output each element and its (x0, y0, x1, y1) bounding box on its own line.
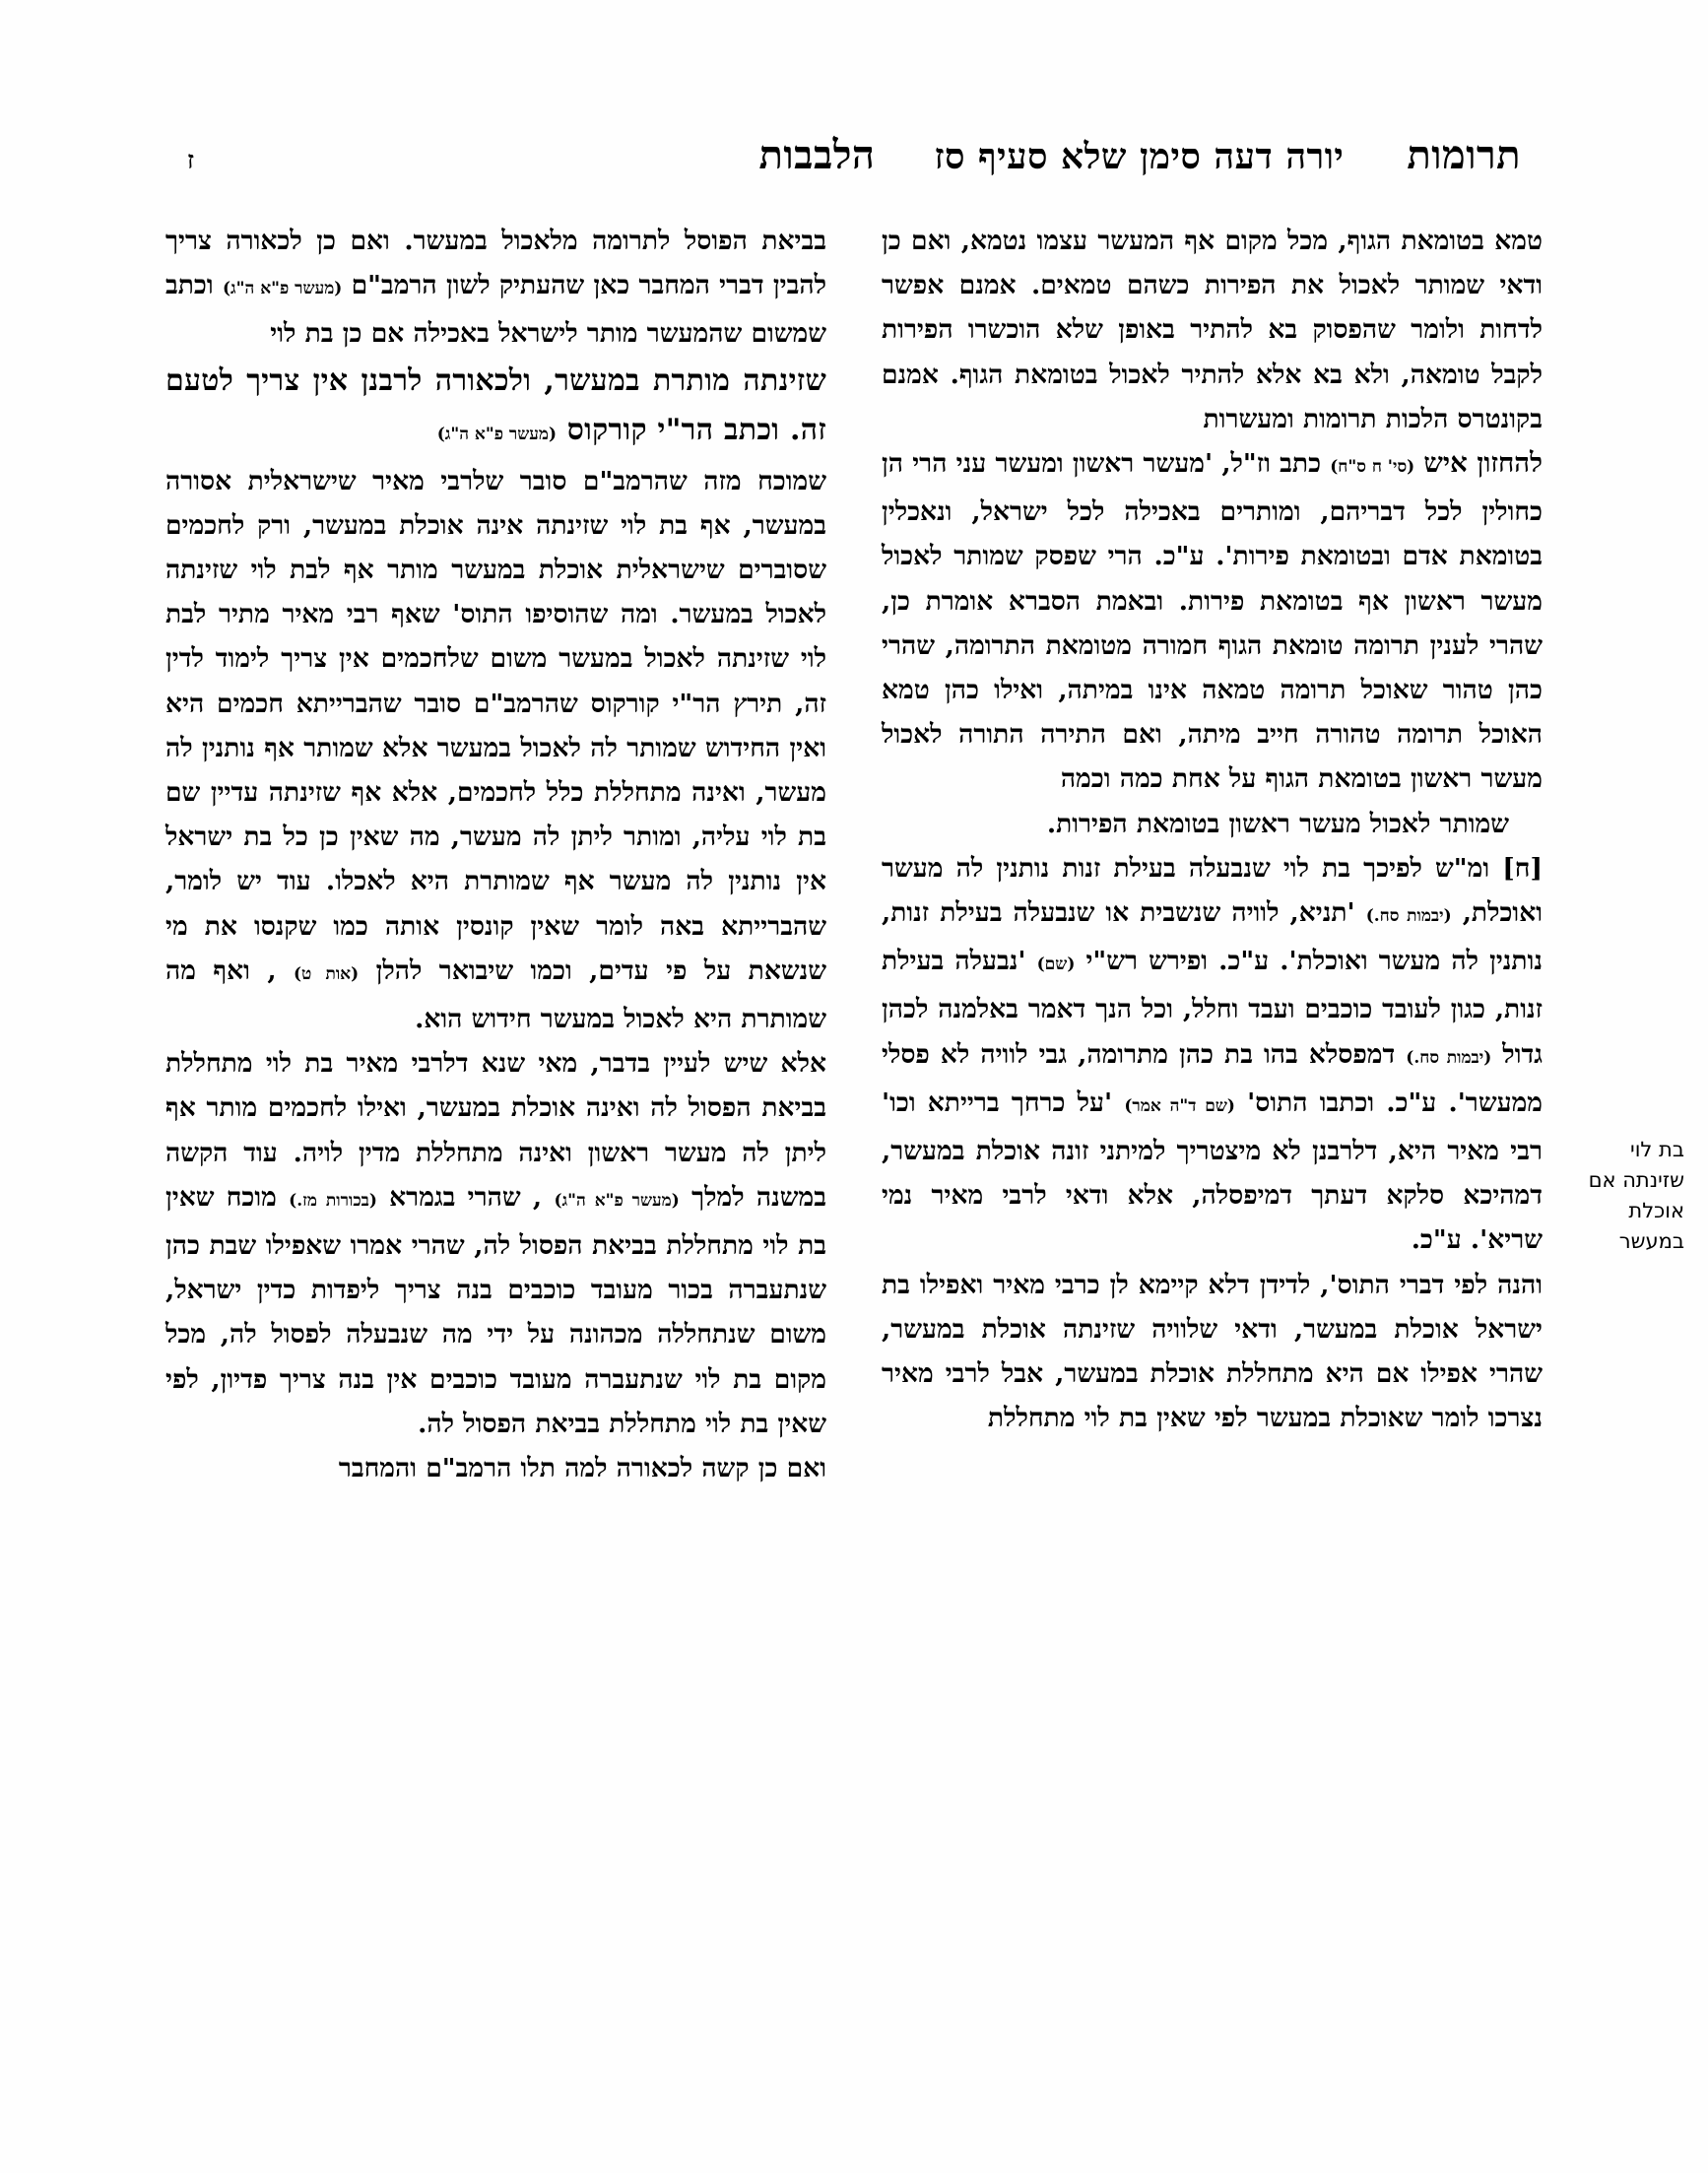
paragraph (882, 441, 1543, 802)
paragraph-text: וכתב שמשום שהמעשר מותר לישראל באכילה אם כן בת לוי (165, 270, 826, 350)
highlighted-quote-text: שזינתה מותרת במעשר, ולכאורה לרבנן אין צריך לטעם זה. וכתב הר"י קורקוס (165, 362, 826, 447)
paragraph-text: בביאת הפוסל לתרומה מלאכול במעשר. ואם כן לכאורה צריך להבין דברי המחבר כאן שהעתיק לשון הרמב"ם (165, 226, 827, 301)
mishneh-quote-lead: [ח] ומ"ש לפיכך בת לוי שנבעלה בעילת זנות נותנין לה מעשר ואוכלת, (882, 852, 1543, 929)
source-citation: (אות ט) (294, 963, 360, 984)
running-head-reference: יורה דעה סימן שלא סעיף סז (934, 136, 1345, 177)
source-citation: (מעשר פ"א ה"ג) (222, 279, 343, 299)
margin-note (1558, 1135, 1684, 1257)
paragraph (165, 219, 826, 357)
margin-note-line: שזינתה אם (1588, 1168, 1684, 1192)
source-lead-in: להחזון איש (1423, 447, 1543, 480)
paragraph-text: מוכח שאין בת לוי מתחללת בביאת הפסול לה, שהרי אמרו שאפילו שבת כהן שנתעברה בכור מעובד כוכבים בנה צריך ליפדות כדין ישראל, משום שנתחללה מכהונה על ידי מה שנבעלה לפסול לה, מכל מקום בת לוי שנתעברה מעובד כוכבים אין בנה צריך פדיון, לפי שאין בת לוי מתחללת בביאת הפסול לה. (165, 1181, 826, 1439)
paragraph (165, 1446, 826, 1490)
paragraph-text: דמפסלא בהו בת כהן מתרומה, גבי לוויה לא פסלי ממעשר'. ע"כ. וכתבו התוס' (882, 1038, 1543, 1118)
text-body (165, 219, 1543, 2055)
column-right (882, 219, 1543, 2055)
paragraph-text: כתב וז"ל, 'מעשר ראשון ומעשר עני הרי הן כחולין לכל דבריהם, ומותרים באכילה לכל ישראל, ונאכלין בטומאת אדם ובטומאת פירות'. ע"כ. הרי שפסק שמותר לאכול מעשר ראשון אף בטומאת פירות. ובאמת הסברא אומרת כן, שהרי לענין תרומה טומאת הגוף חמורה מטומאת התרומה, שהרי כהן טהור שאוכל תרומה טמאה אינו במיתה, ואילו כהן טמא האוכל תרומה טהורה חייב מיתה, ואם התירה התורה לאכול מעשר ראשון בטומאת הגוף על אחת כמה וכמה (882, 448, 1543, 795)
source-citation: (שם) (1036, 955, 1076, 975)
source-citation: (שם ד"ה אמר) (1124, 1095, 1235, 1116)
paragraph-text: והנה לפי דברי התוס', לדידן דלא קיימא לן כרבי מאיר ואפילו בת ישראל אוכלת במעשר, ודאי שלוויה שזינתה אוכלת במעשר, שהרי אפילו אם היא מתחללת אוכלת במעשר, אבל לרבי מאיר נצרכו לומר שאוכלת במעשר לפי שאין בת לוי מתחללת (882, 1269, 1543, 1434)
paragraph-text: שמוכח מזה שהרמב"ם סובר שלרבי מאיר שישראלית אסורה במעשר, אף בת לוי שזינתה אינה אוכלת במעשר, ורק לחכמים שסוברים שישראלית אוכלת במעשר מותר אף לבת לוי שזינתה לאכול במעשר. ומה שהוסיפו התוס' שאף רבי מאיר מתיר לבת לוי שזינתה לאכול במעשר משום שלחכמים אין צריך לימוד לדין זה, תירץ הר"י קורקוס שהרמב"ם סובר שהברייתא חכמים היא ואין החידוש שמותר לה לאכול במעשר אלא שמותר אף נותנין לה מעשר, ואינה מתחללת כלל לחכמים, אלא אף שזינתה עדיין שם בת לוי עליה, ומותר ליתן לה מעשר, מה שאין כן כל בת ישראל אין נותנין לה מעשר אף שמותרת היא לאכלו. עוד יש לומר, שהברייתא באה לומר שאין קונסין אותה כמו שקנסו את מי שנשאת על פי עדים, וכמו שיבואר להלן (165, 465, 827, 986)
running-head (187, 132, 1521, 199)
paragraph-text: 'על כרחך ברייתא וכו' רבי מאיר היא, דלרבנן לא מיצטריך למיתני זונה אוכלת במעשר, דמהיכא סלקא דעתך דמיפסלה, אלא ודאי לרבי מאיר נמי שריא'. ע"כ. (882, 1086, 1543, 1256)
paragraph (882, 219, 1543, 441)
running-head-title-left: הלבבות (758, 132, 876, 178)
source-citation: (יבמות סח.) (1406, 1047, 1492, 1068)
paragraph-text: , שהרי בגמרא (389, 1181, 543, 1213)
column-left (165, 219, 826, 2055)
paragraph-text: לעיין בדבר, מאי שנא דלרבי מאיר בת לוי מתחללת בביאת הפסול לה ואינה אוכלת במעשר, ואילו לחכמים מותר אף ליתן לה מעשר ראשון ואינה מתחללת מדין לויה. עוד הקשה במשנה למלך (165, 1048, 826, 1213)
paragraph-text: 'נבעלה בעילת זנות, כגון לעובד כוכבים ועבד וחלל, וכל הנך דאמר באלמנה לכהן גדול (882, 946, 1543, 1070)
source-citation: (יבמות סח.) (1365, 906, 1452, 927)
highlighted-quote (165, 357, 826, 459)
paragraph (882, 1263, 1543, 1441)
running-head-titles (758, 132, 1521, 178)
running-head-title-right: תרומות (1407, 132, 1521, 178)
paragraph (882, 846, 1543, 1263)
paragraph (165, 459, 826, 1042)
source-citation: (מעשר פ"א ה"ג) (554, 1190, 680, 1211)
margin-note-line: במעשר (1618, 1229, 1684, 1253)
margin-note-line: אוכלת (1628, 1199, 1684, 1222)
source-citation: (סי' ח ס"ח) (1330, 457, 1415, 478)
paragraph-text: ואם כן קשה לכאורה למה תלו הרמב"ם והמחבר (338, 1453, 826, 1484)
source-citation: (בכורות מז.) (289, 1190, 377, 1211)
section-lead-in: אלא שיש (723, 1048, 826, 1080)
paragraph-text: 'תניא, לוויה שנשבית או שנבעלה בעילת זנות, נותנין לה מעשר ואוכלת'. ע"כ. ופירש רש"י (882, 897, 1543, 977)
source-citation: (מעשר פ"א ה"ג) (436, 424, 557, 444)
paragraph-text: , ואף מה שמותרת היא לאכול במעשר חידוש הוא. (165, 955, 826, 1035)
paragraph-text: טמא בטומאת הגוף, מכל מקום אף המעשר עצמו נטמא, ואם כן ודאי שמותר לאכול את הפירות כשהם טמאים. אמנם אפשר לדחות ולומר שהפסוק בא להתיר באופן שלא הוכשרו הפירות לקבל טומאה, ולא בא אלא להתיר לאכול בטומאת הגוף. אמנם בקונטרס הלכות תרומות ומעשרות (882, 226, 1543, 434)
paragraph (882, 802, 1543, 846)
paragraph (165, 1041, 826, 1446)
margin-note-line: בת לוי (1630, 1138, 1684, 1161)
folio-number: ז (187, 146, 194, 174)
paragraph-text: שמותר לאכול מעשר ראשון בטומאת הפירות. (1046, 808, 1509, 839)
